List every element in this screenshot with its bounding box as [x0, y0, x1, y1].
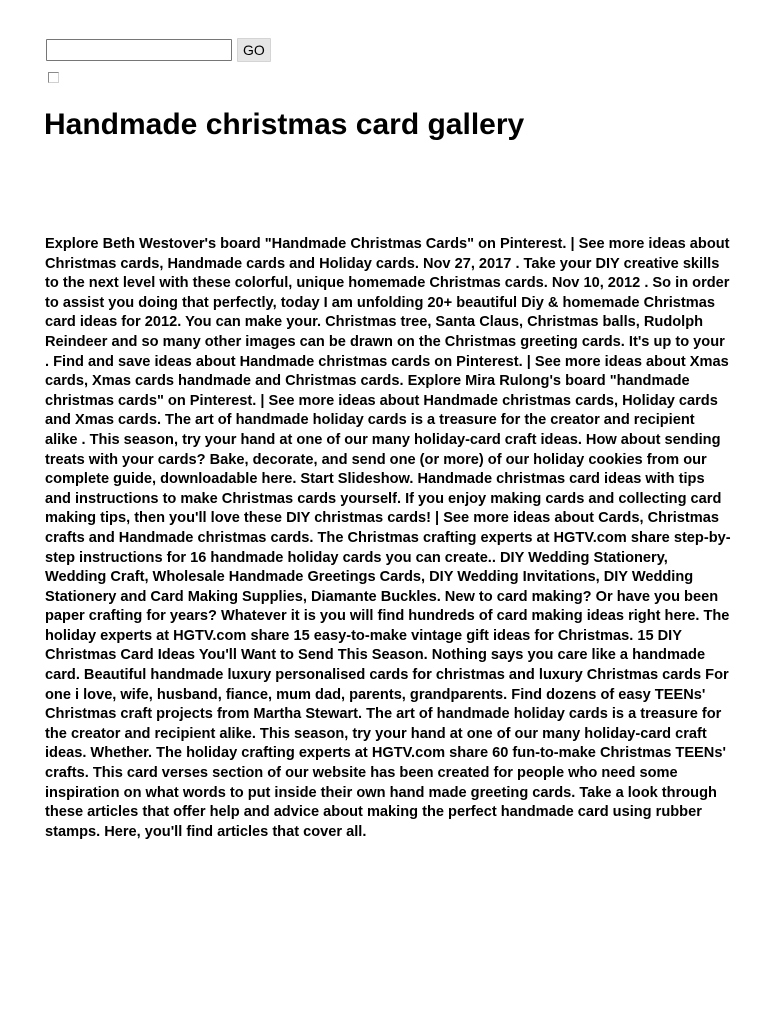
article-body: Explore Beth Westover's board "Handmade Christmas Cards" on Pinterest. | See more ideas about Christmas cards, Handmade cards and Holiday cards. Nov 27, 2017 . Take your DIY creative skills to the next level with these colorful, unique homemade Christmas cards. Nov 10, 2012 . So in order to assist you doing that perfectly, today I am unfolding 20+ beautiful Diy & homemade Christmas card ideas for 2012. You can make your. Christmas tree, Santa Claus, Christmas balls, Rudolph Reindeer and so many other images can be drawn on the Christmas greeting cards. It's up to your . Find and save ideas about Handmade christmas cards on Pinterest. | See more ideas about Xmas cards, Xmas cards handmade and Christmas cards. Explore Mira Rulong's board "handmade christmas cards" on Pinterest. | See more ideas about Handmade christmas cards, Holiday cards and Xmas cards. The art of handmade holiday cards is a treasure for the creator and recipient alike . This season, try your hand at one of our many holiday-card craft ideas. How about sending treats with your cards? Bake, decorate, and send one (or more) of our holiday cookies from our complete guide, downloadable here. Start Slideshow. Handmade christmas card ideas with tips and instructions to make Christmas cards yourself. If you enjoy making cards and collecting card making tips, then you'll love these DIY christmas cards! | See more ideas about Cards, Christmas crafts and Handmade christmas cards. The Christmas crafting experts at HGTV.com share step-by-step instructions for 16 handmade holiday cards you can create.. DIY Wedding Stationery, Wedding Craft, Wholesale Handmade Greetings Cards, DIY Wedding Invitations, DIY Wedding Stationery and Card Making Supplies, Diamante Buckles. New to card making? Or have you been paper crafting for years? Whatever it is you will find hundreds of card making ideas right here. The holiday experts at HGTV.com share 15 easy-to-make vintage gift ideas for Christmas. 15 DIY Christmas Card Ideas You'll Want to Send This Season. Nothing says you care like a handmade card. Beautiful handmade luxury personalised cards for christmas and luxury Christmas cards For one i love, wife, husband, fiance, mum dad, parents, grandparents. Find dozens of easy TEENs' Christmas craft projects from Martha Stewart. The art of handmade holiday cards is a treasure for the creator and recipient alike. This season, try your hand at one of our many holiday-card craft ideas. Whether. The holiday crafting experts at HGTV.com share 60 fun-to-make Christmas TEENs' crafts. This card verses section of our website has been created for people who need some inspiration on what words to put inside their own hand made greeting cards. Take a look through these articles that offer help and advice about making the perfect handmade card using rubber stamps. Here, you'll find articles that cover all. [45, 236, 731, 840]
go-button[interactable]: GO [237, 38, 271, 62]
search-input[interactable] [46, 39, 232, 61]
page-title: Handmade christmas card gallery [44, 108, 525, 141]
search-form [46, 38, 271, 62]
checkbox[interactable] [48, 72, 59, 83]
